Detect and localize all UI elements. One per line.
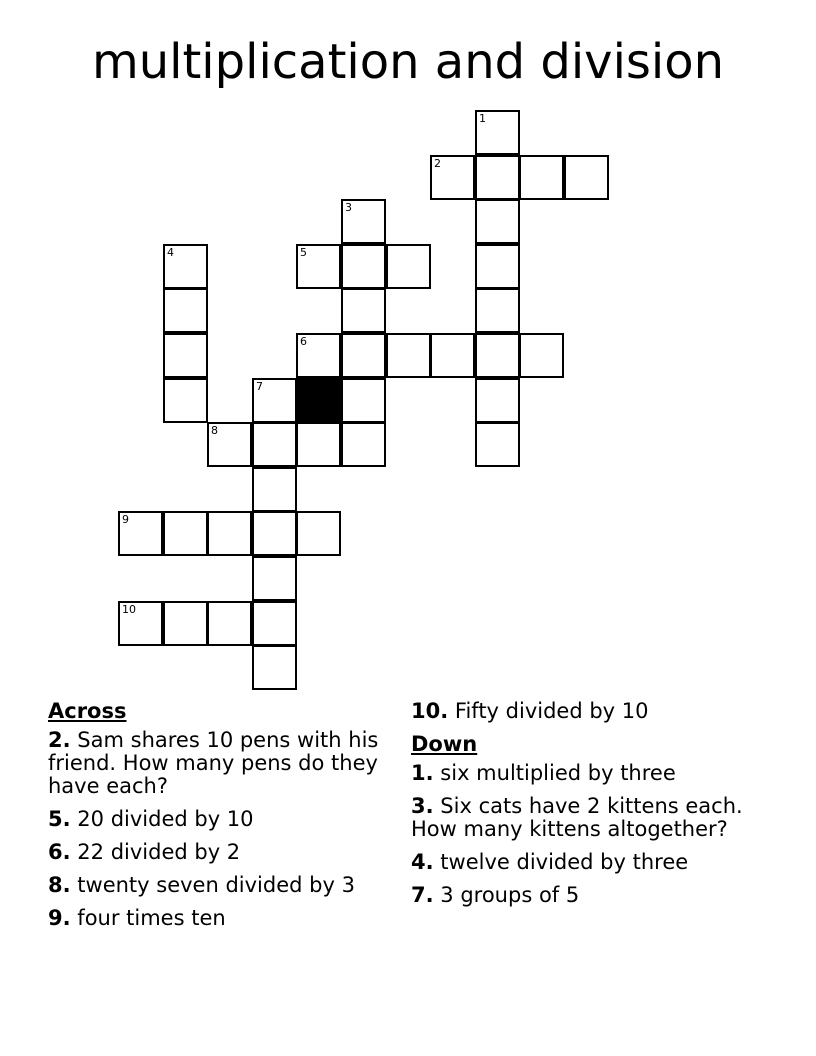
grid-cell[interactable] — [252, 511, 297, 556]
clues-right-column — [411, 700, 751, 917]
grid-cell[interactable] — [564, 155, 609, 200]
grid-cell[interactable] — [475, 378, 520, 423]
grid-cell[interactable] — [207, 511, 252, 556]
grid-cell[interactable] — [252, 645, 297, 690]
grid-cell[interactable] — [252, 601, 297, 646]
clue-across-2: 2. Sam shares 10 pens with his friend. How many pens do they have each? — [48, 728, 379, 798]
clue-across-10: 10. Fifty divided by 10 — [411, 699, 649, 723]
grid-cell[interactable] — [386, 244, 431, 289]
cell-number: 8 — [211, 424, 218, 437]
cell-number: 4 — [167, 246, 174, 259]
cell-number: 7 — [256, 380, 263, 393]
clue-down-7: 7. 3 groups of 5 — [411, 883, 580, 907]
grid-cell[interactable] — [475, 422, 520, 467]
clue-across-8: 8. twenty seven divided by 3 — [48, 873, 355, 897]
down-heading: Down — [411, 732, 478, 756]
clue-text: 20 divided by 10 — [77, 807, 254, 831]
grid-cell[interactable] — [252, 556, 297, 601]
grid-cell[interactable] — [519, 155, 564, 200]
grid-cell[interactable] — [475, 155, 520, 200]
grid-cell[interactable] — [163, 288, 208, 333]
clue-down-3: 3. Six cats have 2 kittens each. How many kittens altogether? — [411, 794, 743, 841]
grid-cell[interactable] — [341, 333, 386, 378]
grid-cell[interactable] — [341, 378, 386, 423]
cell-number: 1 — [479, 112, 486, 125]
clue-number: 3 — [411, 794, 426, 818]
cell-number: 10 — [122, 603, 136, 616]
across-heading: Across — [48, 699, 127, 723]
grid-cell[interactable] — [163, 333, 208, 378]
clue-number: 6 — [48, 840, 63, 864]
grid-cell[interactable] — [341, 244, 386, 289]
grid-cell[interactable] — [475, 333, 520, 378]
grid-cell[interactable] — [341, 422, 386, 467]
clue-across-5: 5. 20 divided by 10 — [48, 807, 254, 831]
grid-cell[interactable] — [475, 110, 520, 155]
grid-cell[interactable] — [386, 333, 431, 378]
clue-across-6: 6. 22 divided by 2 — [48, 840, 241, 864]
grid-cell[interactable] — [341, 199, 386, 244]
clue-down-1: 1. six multiplied by three — [411, 761, 676, 785]
clue-text: Sam shares 10 pens with his friend. How many pens do they have each? — [48, 728, 379, 798]
clue-text: four times ten — [77, 906, 226, 930]
clue-text: twelve divided by three — [440, 850, 689, 874]
cell-number: 6 — [300, 335, 307, 348]
clue-across-9: 9. four times ten — [48, 906, 226, 930]
grid-cell[interactable] — [163, 601, 208, 646]
grid-cell[interactable] — [207, 601, 252, 646]
grid-cell[interactable] — [118, 601, 163, 646]
clue-text: 22 divided by 2 — [77, 840, 241, 864]
clue-number: 8 — [48, 873, 63, 897]
clue-number: 1 — [411, 761, 426, 785]
clue-down-4: 4. twelve divided by three — [411, 850, 689, 874]
grid-cell[interactable] — [296, 333, 341, 378]
clues-left-column — [48, 700, 393, 940]
blocked-cell — [296, 378, 341, 423]
cell-number: 9 — [122, 513, 129, 526]
grid-cell[interactable] — [296, 422, 341, 467]
grid-cell[interactable] — [163, 244, 208, 289]
grid-cell[interactable] — [252, 467, 297, 512]
grid-cell[interactable] — [207, 422, 252, 467]
grid-cell[interactable] — [252, 378, 297, 423]
clue-number: 5 — [48, 807, 63, 831]
grid-cell[interactable] — [252, 422, 297, 467]
grid-cell[interactable] — [341, 288, 386, 333]
grid-cell[interactable] — [430, 333, 475, 378]
clue-text: twenty seven divided by 3 — [77, 873, 355, 897]
cell-number: 5 — [300, 246, 307, 259]
grid-cell[interactable] — [475, 199, 520, 244]
clue-number: 4 — [411, 850, 426, 874]
cell-number: 2 — [434, 157, 441, 170]
clue-number: 9 — [48, 906, 63, 930]
grid-cell[interactable] — [475, 288, 520, 333]
clue-number: 10 — [411, 699, 441, 723]
grid-cell[interactable] — [519, 333, 564, 378]
clue-text: Six cats have 2 kittens each. How many kittens altogether? — [411, 794, 743, 841]
grid-cell[interactable] — [296, 511, 341, 556]
puzzle-title: multiplication and division — [91, 34, 725, 90]
clue-text: six multiplied by three — [440, 761, 676, 785]
clue-text: 3 groups of 5 — [440, 883, 580, 907]
grid-cell[interactable] — [475, 244, 520, 289]
grid-cell[interactable] — [163, 511, 208, 556]
grid-cell[interactable] — [163, 378, 208, 423]
grid-cell[interactable] — [296, 244, 341, 289]
clue-text: Fifty divided by 10 — [454, 699, 649, 723]
clue-number: 7 — [411, 883, 426, 907]
grid-cell[interactable] — [118, 511, 163, 556]
cell-number: 3 — [345, 201, 352, 214]
clue-number: 2 — [48, 728, 63, 752]
grid-cell[interactable] — [430, 155, 475, 200]
